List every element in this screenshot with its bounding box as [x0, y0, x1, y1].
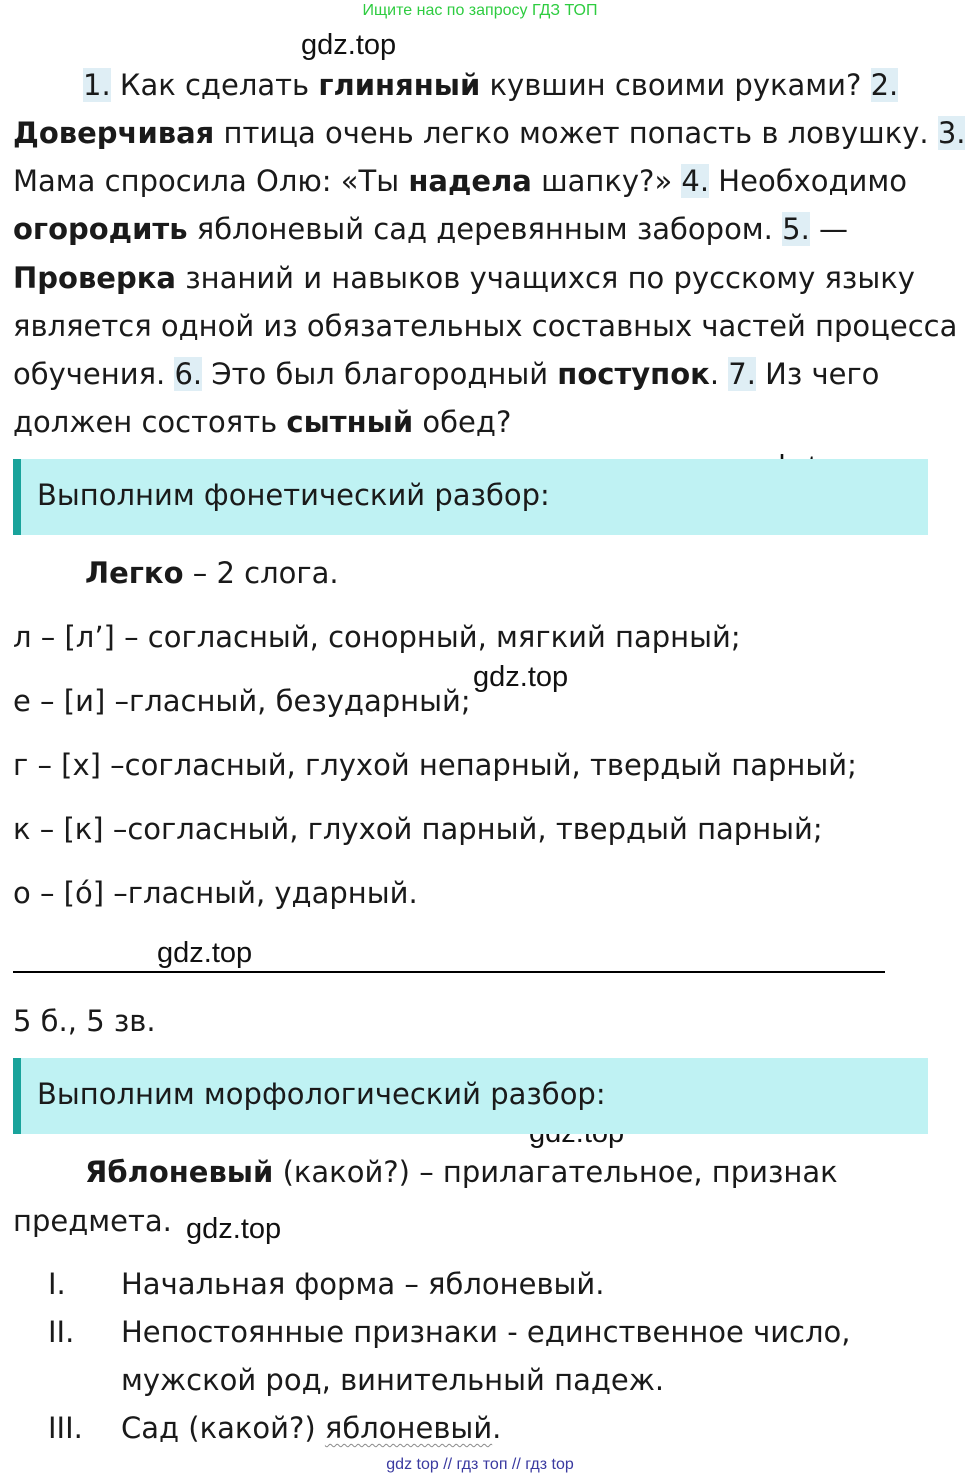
sentence-text: — [809, 212, 849, 246]
sentence-text: Из чего [755, 357, 880, 391]
watermark: gdz.top [186, 1213, 282, 1245]
watermark: gdz.top [157, 937, 253, 969]
sentence-text: обед? [413, 405, 512, 439]
key-word: надела [408, 164, 532, 198]
list-item: Непостоянные признаки - единственное число, [121, 1315, 851, 1349]
sentence-text: является одной из обязательных составных частей процесса [13, 309, 958, 343]
morph-description-cont: предмета. [13, 1204, 172, 1238]
exercise-line-8 [13, 398, 511, 446]
morph-word-line [85, 1155, 838, 1189]
key-word: огородить [13, 212, 188, 246]
sentence-text: Как сделать [110, 68, 319, 102]
key-word: сытный [286, 405, 414, 439]
top-banner[interactable]: Ищите нас по запросу ГДЗ ТОП [362, 2, 598, 19]
sentence-number: 6. [174, 357, 203, 391]
sound-row: л – [л’] – согласный, сонорный, мягкий парный; [13, 620, 741, 654]
morph-description: (какой?) – прилагательное, признак [273, 1155, 838, 1189]
list-item [121, 1411, 501, 1445]
sentence-text: яблоневый сад деревянным забором. [187, 212, 783, 246]
exercise-line-2 [13, 109, 965, 157]
watermark: gdz.top [473, 661, 569, 693]
sentence-text: Это был благородный [202, 357, 558, 391]
watermark: gdz.top [301, 29, 397, 61]
underlined-word: яблоневый [324, 1411, 493, 1445]
sentence-text: обучения. [13, 357, 175, 391]
phonetic-heading-band [13, 459, 928, 535]
exercise-line-3 [13, 157, 907, 205]
sound-row: о – [ó] –гласный, ударный. [13, 876, 418, 910]
sentence-number: 3. [937, 116, 965, 150]
list-item-text: Сад (какой?) [121, 1411, 325, 1445]
list-roman-numeral: II. [48, 1315, 75, 1349]
sentence-number: 1. [83, 68, 111, 102]
sentence-number: 7. [728, 357, 756, 391]
sentence-number: 5. [782, 212, 810, 246]
sentence-text: . [709, 357, 729, 391]
key-word: поступок [557, 357, 710, 391]
sentence-number: 2. [870, 68, 899, 102]
phonetic-word: Легко [85, 556, 184, 590]
sentence-text: Необходимо [709, 164, 908, 198]
exercise-line-6 [13, 302, 957, 350]
sound-row: е – [и] –гласный, безударный; [13, 684, 471, 718]
sound-row: г – [х] –согласный, глухой непарный, твердый парный; [13, 748, 857, 782]
sentence-text: Мама спросила Олю: «Ты [13, 164, 409, 198]
sound-row: к – [к] –согласный, глухой парный, твердый парный; [13, 812, 823, 846]
phonetic-heading: Выполним фонетический разбор: [37, 478, 550, 512]
phonetic-summary: 5 б., 5 зв. [13, 1004, 156, 1038]
sentence-text: шапку?» [531, 164, 682, 198]
key-word: глиняный [318, 68, 481, 102]
sentence-text: знаний и навыков учащихся по русскому языку [175, 261, 915, 295]
key-word: Проверка [13, 261, 176, 295]
sentence-text: птица очень легко может попасть в ловушку. [214, 116, 938, 150]
exercise-line-5 [13, 254, 915, 302]
exercise-line-4 [13, 205, 848, 253]
sentence-text: кувшин своими руками? [480, 68, 871, 102]
exercise-line-7 [13, 350, 879, 398]
divider-line [13, 971, 885, 973]
list-roman-numeral: III. [48, 1411, 83, 1445]
sentence-text: должен состоять [13, 405, 287, 439]
list-item-text: . [492, 1411, 502, 1445]
key-word: Доверчивая [13, 116, 215, 150]
footer-links[interactable]: gdz top // гдз топ // гдз top [386, 1456, 574, 1473]
list-roman-numeral: I. [48, 1267, 66, 1301]
exercise-line-1 [83, 61, 898, 109]
morph-word: Яблоневый [85, 1155, 274, 1189]
morph-heading: Выполним морфологический разбор: [37, 1077, 606, 1111]
morph-heading-band [13, 1058, 928, 1134]
list-item-cont: мужской род, винительный падеж. [121, 1363, 665, 1397]
sentence-number: 4. [681, 164, 710, 198]
phonetic-word-line [85, 556, 339, 590]
syllable-count: – 2 слога. [183, 556, 339, 590]
list-item: Начальная форма – яблоневый. [121, 1267, 605, 1301]
